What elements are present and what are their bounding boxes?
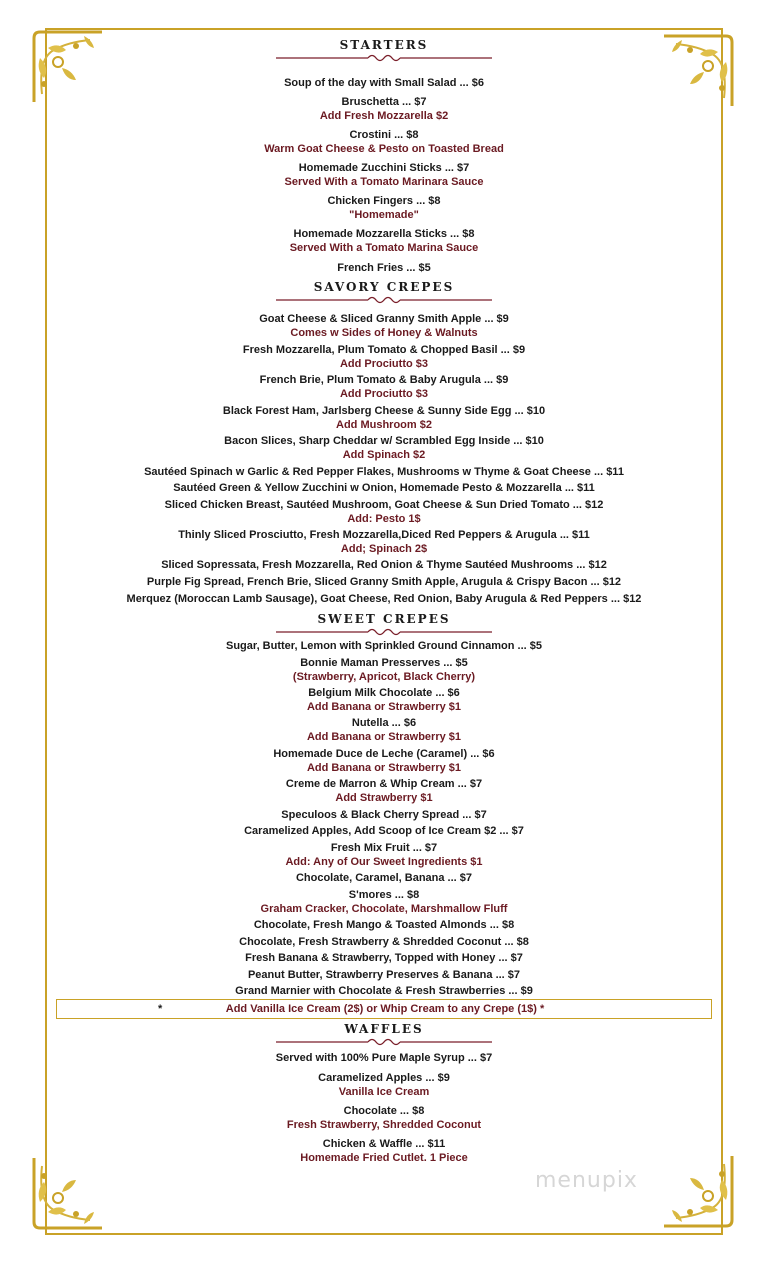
list-item: Chicken & Waffle ... $11: [322, 1138, 446, 1150]
list-item: Belgium Milk Chocolate ... $6: [308, 687, 460, 699]
list-item: Comes w Sides of Honey & Walnuts: [290, 327, 478, 339]
list-item: Add Spinach $2: [342, 449, 426, 461]
section-title: STARTERS: [339, 38, 429, 52]
list-item: Bacon Slices, Sharp Cheddar w/ Scrambled Egg Inside ... $10: [224, 435, 544, 447]
list-item: Thinly Sliced Prosciutto, Fresh Mozzarella,Diced Red Peppers & Arugula ... $11: [178, 529, 590, 541]
list-item: Grand Marnier with Chocolate & Fresh Strawberries ... $9: [235, 985, 533, 997]
list-item: Warm Goat Cheese & Pesto on Toasted Bread: [264, 143, 504, 155]
list-item: French Brie, Plum Tomato & Baby Arugula ... $9: [259, 374, 509, 386]
list-item: Sliced Sopressata, Fresh Mozzarella, Red Onion & Thyme Sautéed Mushrooms ... $12: [161, 559, 607, 571]
list-item: Add: Any of Our Sweet Ingredients $1: [285, 856, 483, 868]
list-item: Add Banana or Strawberry $1: [306, 701, 462, 713]
list-item: Crostini ... $8: [349, 129, 419, 141]
section-title: SWEET CREPES: [317, 612, 451, 626]
list-item: Add; Spinach 2$: [340, 543, 428, 555]
list-item: Served With a Tomato Marina Sauce: [289, 242, 479, 254]
list-item: Served with 100% Pure Maple Syrup ... $7: [275, 1052, 493, 1064]
list-item: Homemade Zucchini Sticks ... $7: [298, 162, 470, 174]
list-item: Chocolate, Fresh Mango & Toasted Almonds ... $8: [253, 919, 515, 931]
list-item: (Strawberry, Apricot, Black Cherry): [292, 671, 476, 683]
list-item: Add Mushroom $2: [336, 419, 432, 431]
divider-icon: [276, 295, 492, 305]
list-item: Sautéed Spinach w Garlic & Red Pepper Flakes, Mushrooms w Thyme & Goat Cheese ... $11: [144, 466, 624, 478]
list-item: Purple Fig Spread, French Brie, Sliced Granny Smith Apple, Arugula & Crispy Bacon ... $12: [146, 576, 622, 588]
section-title: WAFFLES: [344, 1022, 424, 1036]
list-item: Sliced Chicken Breast, Sautéed Mushroom, Goat Cheese & Sun Dried Tomato ... $12: [164, 499, 604, 511]
list-item: Chicken Fingers ... $8: [327, 195, 441, 207]
list-item: Add Fresh Mozzarella $2: [319, 110, 449, 122]
list-item: Merquez (Moroccan Lamb Sausage), Goat Cheese, Red Onion, Baby Arugula & Red Peppers ... $12: [126, 593, 642, 605]
watermark: menupix: [535, 1168, 638, 1193]
savory-crepes-header: [0, 280, 768, 305]
list-item: Black Forest Ham, Jarlsberg Cheese & Sunny Side Egg ... $10: [222, 405, 546, 417]
list-item: Chocolate ... $8: [343, 1105, 425, 1117]
list-item: Bonnie Maman Presserves ... $5: [300, 657, 468, 669]
list-item: Add: Pesto 1$: [347, 513, 421, 525]
list-item: Vanilla Ice Cream: [338, 1086, 430, 1098]
list-item: Homemade Fried Cutlet. 1 Piece: [300, 1152, 468, 1164]
list-item: Speculoos & Black Cherry Spread ... $7: [281, 809, 487, 821]
divider-icon: [276, 627, 492, 637]
list-item: Creme de Marron & Whip Cream ... $7: [285, 778, 483, 790]
list-item: "Homemade": [349, 209, 419, 221]
list-item: Goat Cheese & Sliced Granny Smith Apple ... $9: [259, 313, 509, 325]
list-item: Chocolate, Caramel, Banana ... $7: [295, 872, 473, 884]
list-item: Peanut Butter, Strawberry Preserves & Banana ... $7: [247, 969, 521, 981]
list-item: Add Banana or Strawberry $1: [306, 731, 462, 743]
list-item: S'mores ... $8: [348, 889, 420, 901]
list-item: Add Strawberry $1: [335, 792, 433, 804]
list-item: Add Banana or Strawberry $1: [306, 762, 462, 774]
section-title: SAVORY CREPES: [313, 280, 455, 294]
list-item: Nutella ... $6: [351, 717, 417, 729]
list-item: Chocolate, Fresh Strawberry & Shredded Coconut ... $8: [239, 936, 529, 948]
note-text: Add Vanilla Ice Cream (2$) or Whip Cream to any Crepe (1$) *: [225, 1003, 545, 1015]
list-item: Soup of the day with Small Salad ... $6: [284, 77, 484, 89]
list-item: Bruschetta ... $7: [341, 96, 427, 108]
list-item: Add Prociutto $3: [339, 388, 428, 400]
list-item: Served With a Tomato Marinara Sauce: [284, 176, 484, 188]
list-item: Caramelized Apples ... $9: [318, 1072, 450, 1084]
list-item: Caramelized Apples, Add Scoop of Ice Cream $2 ... $7: [244, 825, 524, 837]
add-on-note: [56, 999, 712, 1019]
list-item: Homemade Duce de Leche (Caramel) ... $6: [273, 748, 495, 760]
list-item: Sautéed Green & Yellow Zucchini w Onion, Homemade Pesto & Mozzarella ... $11: [173, 482, 595, 494]
list-item: French Fries ... $5: [337, 262, 431, 274]
note-asterisk: *: [158, 1003, 163, 1015]
divider-icon: [276, 1037, 492, 1047]
sweet-crepes-header: [0, 612, 768, 637]
list-item: Fresh Mozzarella, Plum Tomato & Chopped Basil ... $9: [242, 344, 526, 356]
list-item: Graham Cracker, Chocolate, Marshmallow Fluff: [260, 903, 508, 915]
list-item: Add Prociutto $3: [339, 358, 428, 370]
list-item: Fresh Banana & Strawberry, Topped with Honey ... $7: [245, 952, 523, 964]
divider-icon: [276, 53, 492, 63]
list-item: Fresh Strawberry, Shredded Coconut: [286, 1119, 482, 1131]
starters-header: [0, 38, 768, 63]
list-item: Homemade Mozzarella Sticks ... $8: [293, 228, 475, 240]
list-item: Fresh Mix Fruit ... $7: [330, 842, 438, 854]
waffles-header: [0, 1022, 768, 1047]
list-item: Sugar, Butter, Lemon with Sprinkled Ground Cinnamon ... $5: [226, 640, 542, 652]
